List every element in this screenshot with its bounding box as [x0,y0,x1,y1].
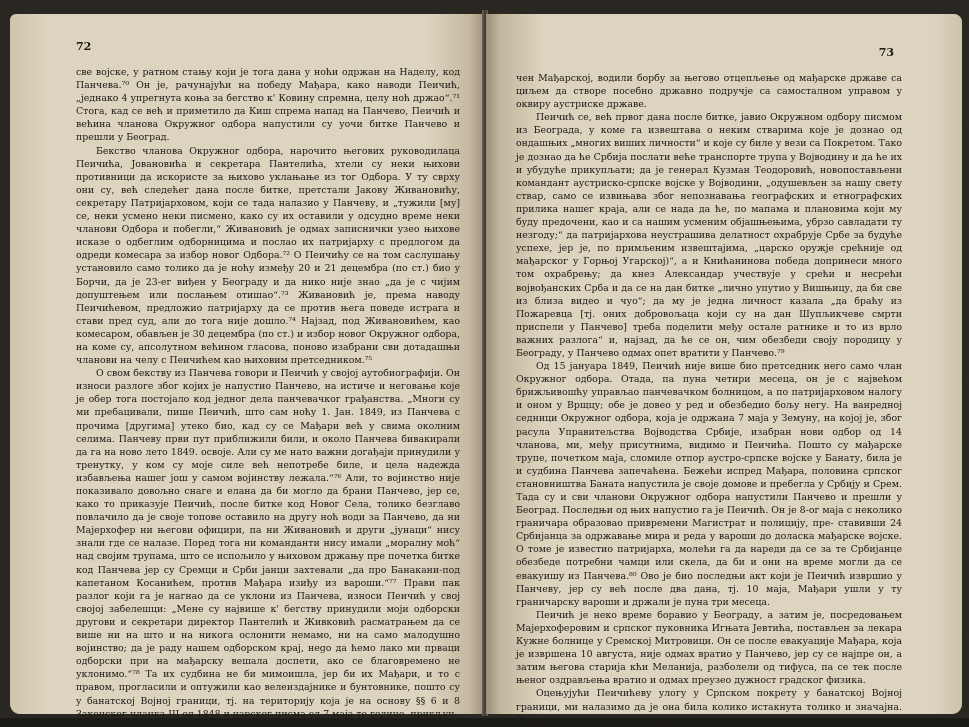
paragraph: чен Мађарској, водили борбу за његово отцепљење од мађарске државе са циљем да створе посебно државно подручје са самосталном управом у оквиру аустриске државе. [516,73,902,111]
paragraph: Бекство чланова Окружног одбора, нарочито његових руководилаца Пеичића, Јовановића и секретара Пантелића, хтели су неки њихови противници да искористе за њихово уклањање из тог Одбора. У ту сврху они су, већ следећег дана после битке, претстали Јакову Живановићу, секретару Патријарховом, који се тада налазио у Панчеву, и „тужили [му] се, неки усмено неки писмено, како су их оставили у одсудно време неки чланови Одбора и побегли,“ Живановић је одмах записнички узео њихове исказе о одбеглим одборницима и послао их патријарху с предлогом да одреди комесара за избор новог Одбора.⁷² О Пеичићу се на том саслушању установило само толико да је ноћу између 20 и 21 децембра (по ст.) био у Борчи, да је 23-ег виђен у Београду и да нико није знао „да је с чијим допуштењем или послањем отишао“.⁷³ Живановић је, према наводу Пеичићевом, предложио патријарху да се против њега поведе истрага и стави пред суд, али до тога није дошло.⁷⁴ Најзад, под Живановићем, као комесаром, обављен је 30 децембра (по ст.) и избор новог Окружног одбора, на коме су, апсолутном већином гласова, поново изабрани сви дотадашњи чланови на челу с Пеичићем као њиховим претседником.⁷⁵ [76,145,460,367]
paragraph: све војске, у ратном стању који је тога дана у ноћи одржан на Наделу, код Панчева.⁷⁰ Он је, рачунајући на победу Мађара, како наводи Пеичић, „једнако 4 упрегнута коња за бегство к' Ковину спремна, целу ноћ држао“.⁷¹ Стога, кад се већ и приметило да Киш спрема напад на Панчево, Пеичић и већина чланова Окружног одбора напустили су уочи битке Панчево и прешли у Београд. [76,67,460,144]
paragraph: О свом бекству из Панчева говори и Пеичић у својој аутобиографији. Он износи разлоге због којих је напустио Панчево, на истиче и неговање које је обер тога постојало код једног дела панчевачког грађанства. „Многи су ми пребацивали, пише Пеичић, што сам ноћу 1. Јан. 1849, из Панчева с прочима [другима] утеко био, кад су се Мађари већ у свима околним селима. Панчеву први пут приближили били, и около Панчева бивакирали да га на ново лето 1849. освоје. Али су ме нато важни догађаји принудили у тренутку, у ком су моје силе већ непотребе биле, и цела надежда избављења нашег још у самом војинству лежала.“⁷⁶ Али, то војинство није показивало довољно снаге и елана да би могло да брани Панчево, јер се, како то приказује Пеичић, после битке код Новог Села, толико безглаво повлачило да је своје топове оставило на другу ноћ води за Панчево, да ни Мајерхофер ни његови официри, па ни Живановић и други „јунаци“ нису знали где се налазе. Поред тога ни команданти нису имали „моралну моћ“ над својим трупама, што се испољило у њиховом држању пре почетка битке код Панчева јер су Сремци и Срби јанци захтевали „да про Банакани-под капетаном Косанићем, против Мађара изиђу из вароши.“⁷⁷ Прави пак разлог који га је нагнао да се уклони из Панчева, износи Пеичић у свој својој забелешци: „Мене су највише к' бегству принудили моји одборски другови и секретари директор Пантелић и Живковић расматрањем да се више ни на што и на никога ослонити немамо, ни на само малодушно војинство; да је раду нашем одборском крај, нego да ћемо лако ми прваци одборски при на мађарску вешала доспети, ако се благовремено не уклонимо.“⁷⁸ Та их судбина не би мимоишла, јер би их Мађари, и то с правом, прогласили и оптужили као велеиздајнике и бунтовнике, пошто су у банатској Војној граници, тј. на територију која је на основу §§ 6 и 8 Законског чланка III од 1848 и царског писма од 7 маја те године, прикључ- [76,368,460,720]
paragraph: Од 15 јануара 1849, Пеичић није више био претседник него само члан Окружног одбора. Отада, па пуна четири месеца, он је с највећом брижљивошћу управљао панчевачком болницом, а по патријарховом налогу и оном у Врщцу; обе је довео у ред и обезбедио бољу негу. На ванредној седници Окружног одбора, која је одржана 7 маја у Земуну, на којој је, због расула Управитељства Војводства Србије, изабран нови одбор од 14 чланова, ми, међу присутнима, видимо и Пеичића. Пошто су мађарске трупе, почетком маја, сломиле отпор аустро-српске војске у Банату, била је и судбина Панчева запечаћена. Бежећи испред Мађара, половина српског становништва Баната напустила је своје домове и пребегла у Србију и Срем. Тада су и сви чланови Окружног одбора напустили Панчево и прешли у Београд. Последњи од њих напустио га је Пеичић. Он је 8-ог маја с неколико граничара образовао привремени Магистрат и полицију, пре- ставивши 24 Србијанца за одржавање мира и реда у вароши до доласка мађарске војске. О томе је известио патријарха, молећи га да нареди да се за те Србијанце обезбеде потребни чамци или скела, да би и они на време могли да се евакуишу из Панчева.⁸⁰ Ово је био последњи акт који је Пеичић извршио у Панчеву, јер су већ после два дана, тј. 10 маја, Мађари ушли у ту граничарску вароши и држали је пуна три месеца. [516,361,902,608]
right-page-text [516,72,902,727]
right-page [486,14,962,726]
paragraph: Пеичић се, већ првог дана после битке, јавио Окружном одбору писмом из Београда, у коме га извештава о неким стварима које је дознао од ондашњих „многих виших личности“ и које су биле у вези са Покретом. Тако је дознао да ће Србија послати веће транспорте трупа у Војводину и да ће их и убудуће прикупљати; да је генерал Кузман Теодоровић, новопостављени командант аустриско-српске војске у Војводини, „одушевљен за нашу свету ствар, само се извињава због непознавања географских и етнографских прилика нашег краја, али се нада да ће, по мапама и плановима који му буду предочени, као и са нашим усменим објашњењима, убрзо савладати ту незгоду;“ да патријархова неустрашива делатност охрабрује Србе за будуће успехе, јер је, по примљеним извештајима, „царско оружје срећније од мађарског у Горњој Угарској)“, а и Книћанинова победа допринеси много том охрабрењу; да кнез Александар учествује у срећи и несрећи војвођанских Срба и да се на дан битке „лично упутио у Вишњицу, да би све из близа видео и чуо“; да му је једна личност казала „да браћу из Пожаревца [тј. оних добровољаца који су на дан Шупљикчеве смрти приспели у Панчево] треба поделити међу остале ратнике и то из врло важних разлога“ и, најзад, да ће се он, чим обезбеди своју породицу у Београду, у Панчево одмах опет вратити у Панчево.⁷⁹ [516,112,902,359]
paragraph: Пеичић је неко време боравио у Београду, а затим је, посредовањем Мајерхоферовим и српског пуковника Игњата Јевтића, постављен за лекара Кужне болнице у Сремској Митровици. Он се после евакуације Мађара, која је извршена 10 августа, није одмах вратио у Панчево, јер су се најпре он, а затим његова старија кћи Меланија, разболели од тифуса, па се тек после њеног оздрављења вратио и одмах преузео дужност градског физика. [516,609,902,687]
page-number-left: 72 [76,40,92,53]
paragraph: Оцењујући Пеичићеву улогу у Српском покрету у банатској Војној граници, ми налазимо да је она била колико истакнута толико и значајна. Он је био „матица“ српске народне депутације, писао је прокламације, во- [516,688,902,726]
left-page-text [76,66,460,721]
left-page [10,14,484,720]
page-number-right: 73 [878,46,894,59]
